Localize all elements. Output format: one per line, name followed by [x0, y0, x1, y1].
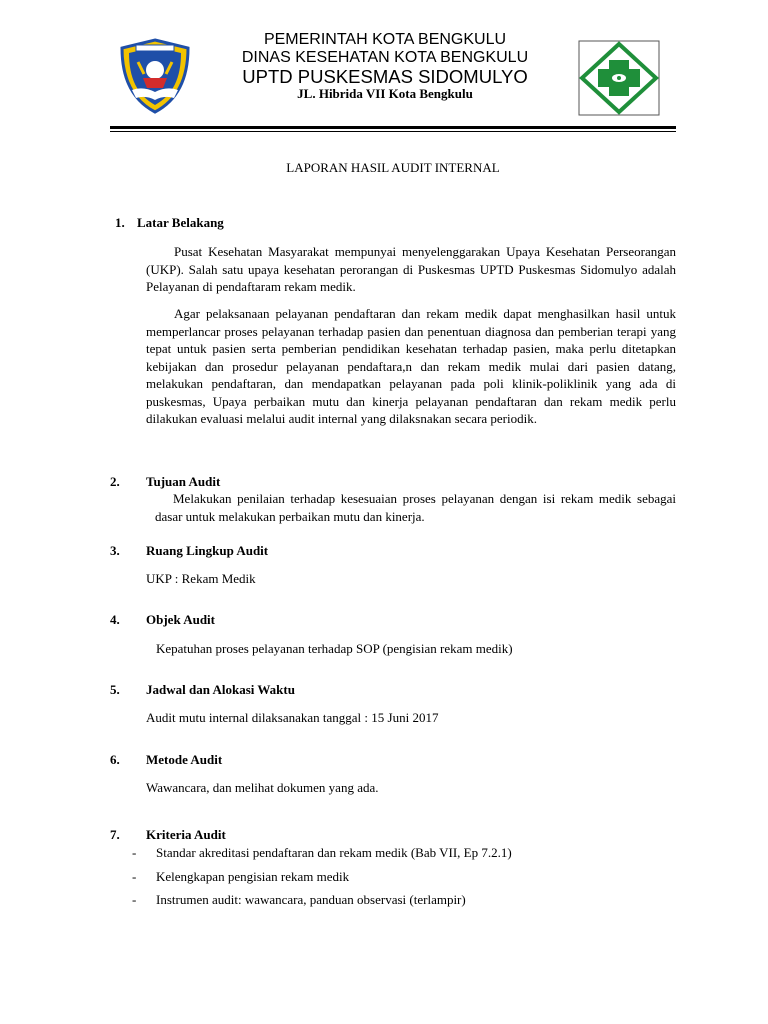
header-rule-thick: [110, 126, 676, 129]
section-2-heading: Tujuan Audit: [146, 474, 221, 489]
section-5-number: 5.: [110, 682, 120, 697]
document-title: LAPORAN HASIL AUDIT INTERNAL: [286, 160, 500, 175]
section-1-heading: Latar Belakang: [137, 215, 224, 230]
section-4-heading: Objek Audit: [146, 612, 215, 627]
section-5-text: Audit mutu internal dilaksanakan tanggal : 15 Juni 2017: [146, 710, 439, 725]
section-7-number: 7.: [110, 827, 120, 842]
section-3-number: 3.: [110, 543, 120, 558]
list-item-bullet: -: [132, 845, 137, 860]
section-6-number: 6.: [110, 752, 120, 767]
section-6-text: Wawancara, dan melihat dokumen yang ada.: [146, 780, 379, 795]
bengkulu-emblem-logo: [118, 38, 192, 114]
list-item: Standar akreditasi pendaftaran dan rekam medik (Bab VII, Ep 7.2.1): [156, 845, 512, 860]
header-unit: UPTD PUSKESMAS SIDOMULYO: [242, 66, 528, 87]
header-address: JL. Hibrida VII Kota Bengkulu: [297, 86, 473, 101]
list-item: Instrumen audit: wawancara, panduan observasi (terlampir): [156, 892, 466, 907]
header-rule-thin: [110, 131, 676, 132]
list-item: Kelengkapan pengisian rekam medik: [156, 869, 350, 884]
section-6-heading: Metode Audit: [146, 752, 223, 767]
section-1-paragraph-1: Pusat Kesehatan Masyarakat mempunyai menyelenggarakan Upaya Kesehatan Perseorangan (UKP). Salah satu upaya kesehatan perorangan di Puskesmas UPTD Puskesmas Sidomulyo adalah Pelayanan di pendaftaram rekam medik.: [146, 244, 676, 294]
header-government: PEMERINTAH KOTA BENGKULU: [263, 31, 507, 48]
section-2-paragraph: Melakukan penilaian terhadap kesesuaian proses pelayanan dengan isi rekam medik sebagai dasar untuk melakukan perbaikan mutu dan kinerja.: [155, 491, 676, 524]
section-3-heading: Ruang Lingkup Audit: [146, 543, 269, 558]
list-item-bullet: -: [132, 892, 137, 907]
section-1-paragraph-2: Agar pelaksanaan pelayanan pendaftaran dan rekam medik dapat menghasilkan hasil untuk memperlancar proses pelayanan terhadap pasien dan penentuan diagnosa dan pemberian terapi yang tepat untuk pasien serta pemberian pendidikan kesehatan terhadap pasien, maka perlu ditetapkan kebijakan dan prosedur pelayanan pendaftara,n dan rekam medik mulai dari pasien datang, melakukan pendaftaran, dan mendapatkan pelayanan pada poli klinik-poliklinik yang ada di puskesmas, Upaya perbaikan mutu dan kinerja pelayanan pendaftaran dan rekam medik perlu dilakukan evaluasi melalui audit internal yang dilaksnakan secara periodik.: [146, 306, 676, 426]
section-1-number: 1.: [115, 215, 125, 230]
section-4-number: 4.: [110, 612, 120, 627]
puskesmas-cross-logo: [578, 40, 660, 116]
header-department: DINAS KESEHATAN KOTA BENGKULU: [241, 49, 529, 66]
section-5-heading: Jadwal dan Alokasi Waktu: [146, 682, 295, 697]
list-item-bullet: -: [132, 869, 137, 884]
section-4-text: Kepatuhan proses pelayanan terhadap SOP (pengisian rekam medik): [156, 641, 513, 656]
section-2-number: 2.: [110, 474, 120, 489]
section-3-text: UKP : Rekam Medik: [146, 571, 256, 586]
section-7-heading: Kriteria Audit: [146, 827, 226, 842]
